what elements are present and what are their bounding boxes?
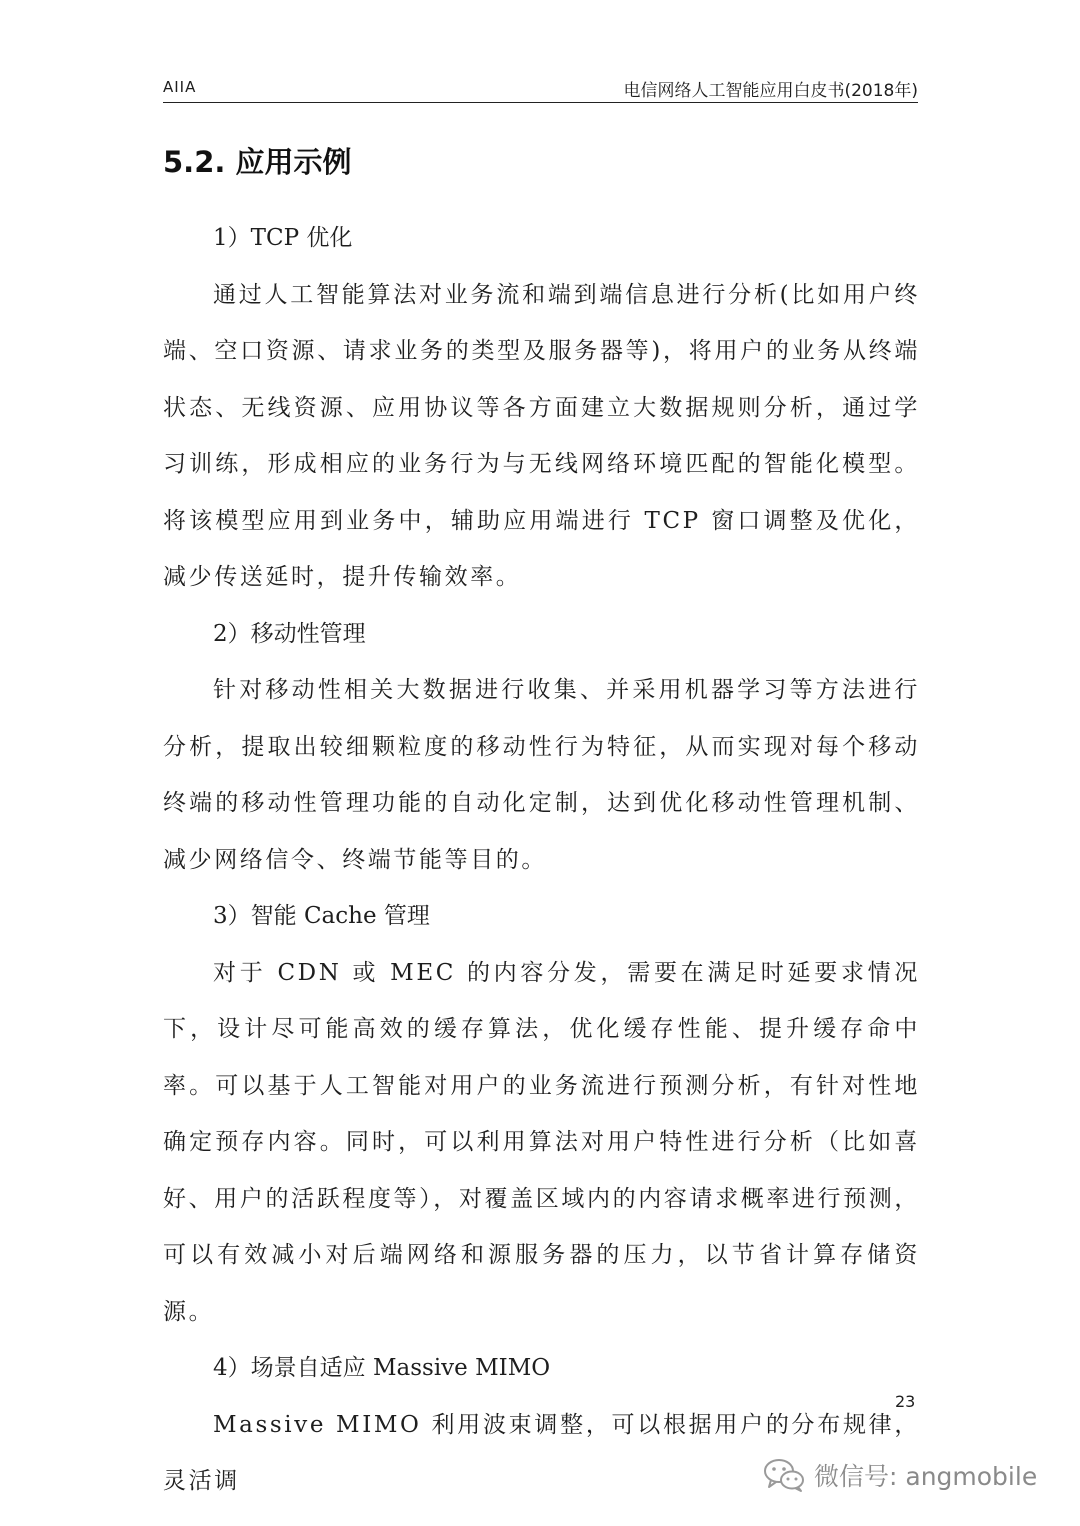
wechat-watermark: [762, 1455, 1037, 1495]
subheading-massive-mimo: 4）场景自适应 Massive MIMO: [213, 1355, 551, 1381]
paragraph-massive-mimo: Massive MIMO 利用波束调整，可以根据用户的分布规律，灵活调: [163, 1411, 920, 1494]
page-header: [163, 72, 918, 103]
subheading-mobility-management: 2）移动性管理: [213, 620, 366, 647]
header-org-name: AIIA: [163, 78, 197, 96]
subheading-tcp-optimization: 1）TCP 优化: [213, 225, 353, 251]
header-document-title: 电信网络人工智能应用白皮书(2018年): [623, 81, 918, 101]
subheading-smart-cache: 3）智能 Cache 管理: [213, 903, 430, 929]
section-title: 5.2. 应用示例: [163, 145, 352, 179]
watermark-text: 微信号: angmobile: [814, 1462, 1038, 1491]
body-text: [163, 210, 920, 1510]
wechat-icon: [762, 1457, 806, 1493]
paragraph-mobility-management: 针对移动性相关大数据进行收集、并采用机器学习等方法进行分析，提取出较细颗粒度的移动性行为特征，从而实现对每个移动终端的移动性管理功能的自动化定制，达到优化移动性管理机制、减少网络信令、终端节能等目的。: [163, 677, 920, 873]
page-number: 23: [895, 1392, 916, 1411]
paragraph-smart-cache: 对于 CDN 或 MEC 的内容分发，需要在满足时延要求情况下，设计尽可能高效的缓存算法，优化缓存性能、提升缓存命中率。可以基于人工智能对用户的业务流进行预测分析，有针对性地确定预存内容。同时，可以利用算法对用户特性进行分析（比如喜好、用户的活跃程度等），对覆盖区域内的内容请求概率进行预测，可以有效减小对后端网络和源服务器的压力，以节省计算存储资源。: [163, 959, 920, 1325]
paragraph-tcp-optimization: 通过人工智能算法对业务流和端到端信息进行分析(比如用户终端、空口资源、请求业务的类型及服务器等)，将用户的业务从终端状态、无线资源、应用协议等各方面建立大数据规则分析，通过学习训练，形成相应的业务行为与无线网络环境匹配的智能化模型。将该模型应用到业务中，辅助应用端进行 TCP 窗口调整及优化，减少传送延时，提升传输效率。: [163, 281, 920, 590]
